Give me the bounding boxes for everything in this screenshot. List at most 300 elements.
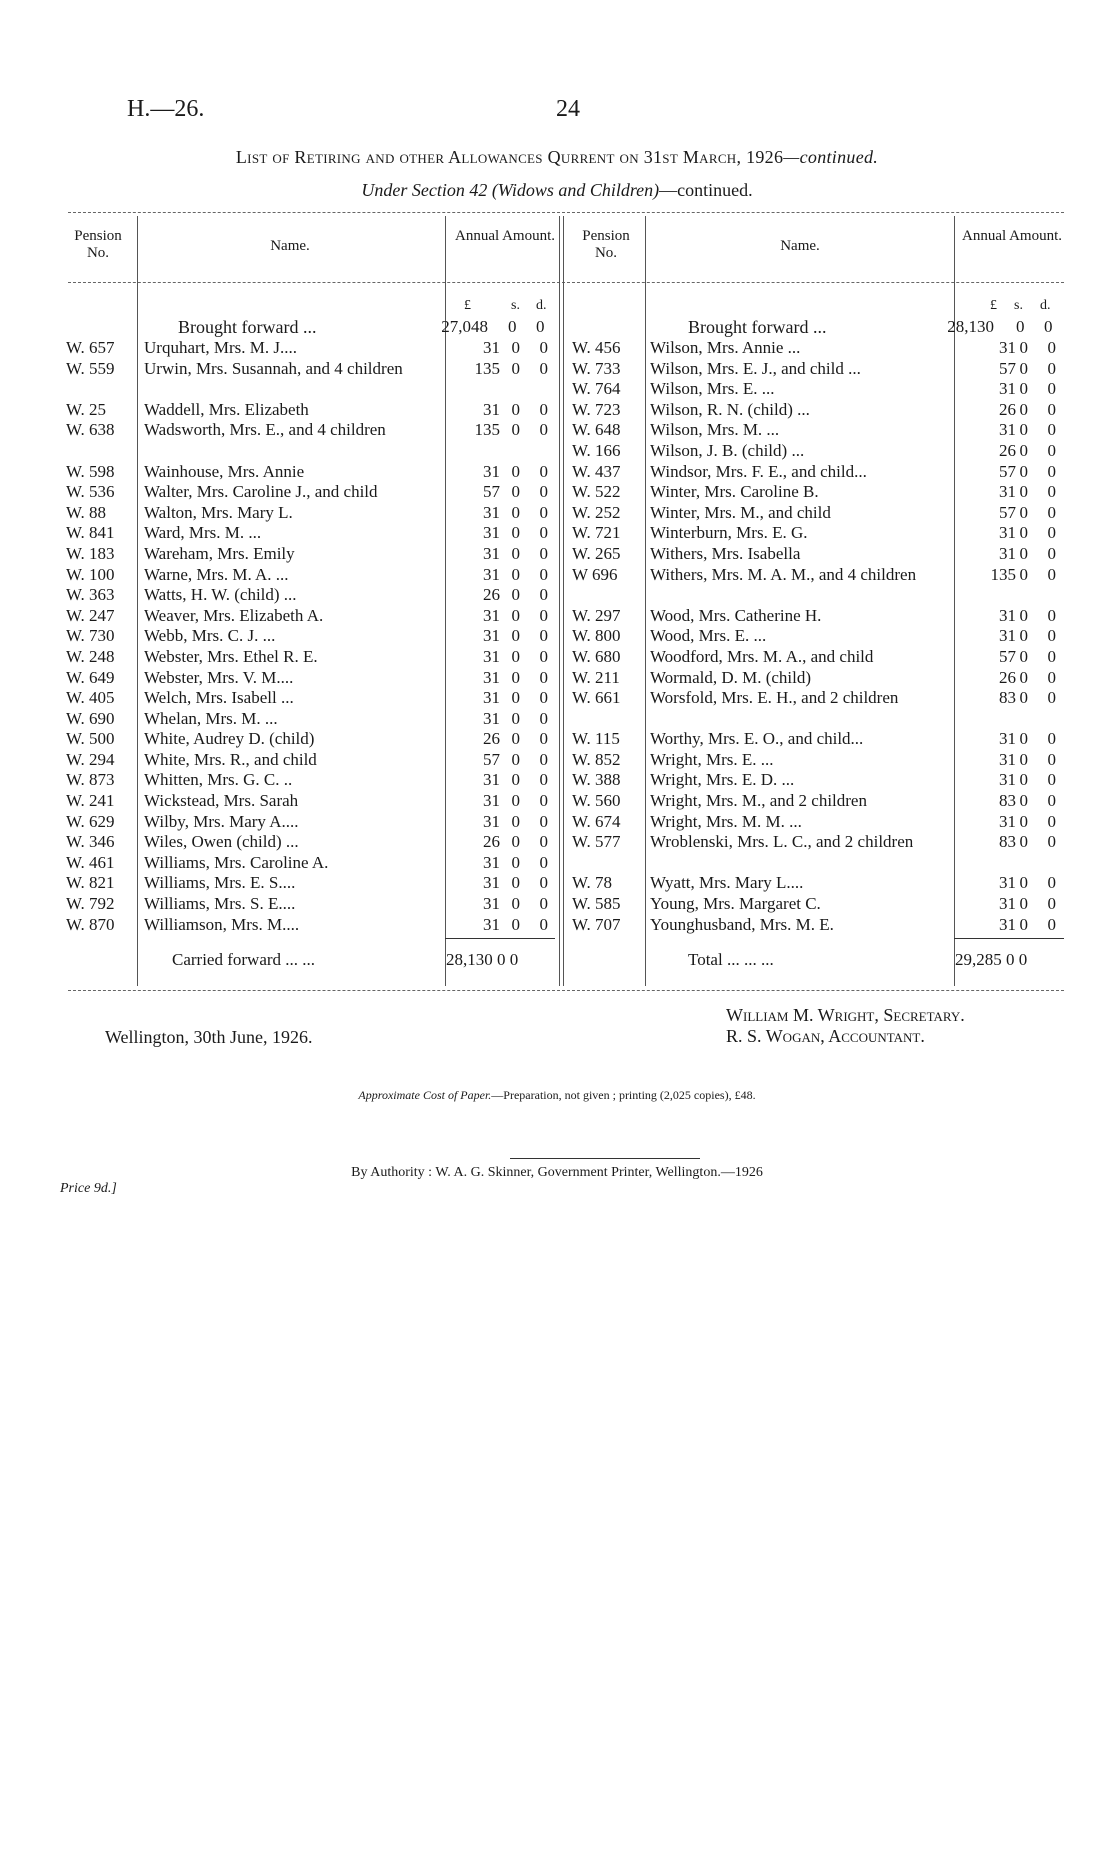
pension-number: W. 733 <box>572 358 621 378</box>
amount-shillings: 0 <box>511 688 520 708</box>
amount-pence: 0 <box>1047 399 1056 419</box>
amount-pounds: 83 <box>999 791 1016 811</box>
table-row <box>66 338 556 359</box>
pension-number: W. 500 <box>66 729 115 749</box>
pension-number: W. 247 <box>66 605 115 625</box>
amount-shillings: 0 <box>511 749 520 769</box>
amount-pounds: 26 <box>999 399 1016 419</box>
table-top-rule <box>68 212 1064 213</box>
pensioner-name: Whelan, Mrs. M. ... <box>144 708 278 728</box>
subtitle-continued: —continued. <box>659 180 753 200</box>
total-rule <box>954 938 1064 939</box>
amount-pence: 0 <box>539 502 548 522</box>
pensioner-name: Winter, Mrs. M., and child <box>650 502 831 522</box>
right-table-body <box>572 338 1062 935</box>
pensioner-name: Wilby, Mrs. Mary A.... <box>144 811 299 831</box>
amount-pence: 0 <box>539 543 548 563</box>
amount-shillings: 0 <box>511 770 520 790</box>
amount-pounds: 31 <box>483 852 500 872</box>
pensioner-name: Welch, Mrs. Isabell ... <box>144 688 294 708</box>
pension-number: W. 346 <box>66 832 115 852</box>
amount-pounds: 31 <box>483 873 500 893</box>
pension-number: W. 211 <box>572 667 620 687</box>
pension-number: W. 585 <box>572 894 621 914</box>
amount-pounds: 31 <box>483 646 500 666</box>
amount-pence: 0 <box>1047 667 1056 687</box>
amount-pence: 0 <box>539 914 548 934</box>
amount-shillings: 0 <box>511 873 520 893</box>
amount-shillings: 0 <box>1019 646 1028 666</box>
table-row <box>572 359 1062 380</box>
brought-forward-amount-left: 27,048 <box>441 317 488 336</box>
amount-pounds: 31 <box>483 399 500 419</box>
amount-shillings: 0 <box>511 338 520 357</box>
pensioner-name: Wood, Mrs. E. ... <box>650 626 767 646</box>
left-table-body <box>66 338 556 935</box>
header-bottom-rule <box>68 282 1064 283</box>
amount-pence: 0 <box>1047 811 1056 831</box>
amount-pounds: 135 <box>474 358 500 378</box>
pension-number: W. 638 <box>66 420 115 440</box>
footer-rule <box>510 1158 700 1159</box>
amount-pence: 0 <box>1047 338 1056 357</box>
amount-pounds: 26 <box>483 585 500 605</box>
pound-header-left: £ <box>464 298 471 313</box>
pensioner-name: Winterburn, Mrs. E. G. <box>650 523 808 543</box>
amount-shillings: 0 <box>511 461 520 481</box>
amount-pence: 0 <box>539 852 548 872</box>
pensioner-name: Webster, Mrs. Ethel R. E. <box>144 646 318 666</box>
amount-pounds: 57 <box>999 646 1016 666</box>
amount-pounds: 31 <box>999 811 1016 831</box>
amount-shillings: 0 <box>1019 543 1028 563</box>
table-row <box>572 812 1062 833</box>
pensioner-name: Wilson, R. N. (child) ... <box>650 399 810 419</box>
pension-number: W. 674 <box>572 811 621 831</box>
amount-shillings: 0 <box>1019 873 1028 893</box>
table-row <box>66 462 556 483</box>
amount-shillings: 0 <box>511 894 520 914</box>
pension-number: W. 629 <box>66 811 115 831</box>
amount-pence: 0 <box>1047 729 1056 749</box>
amount-pence: 0 <box>1047 523 1056 543</box>
table-row <box>572 729 1062 750</box>
amount-pounds: 31 <box>483 708 500 728</box>
amount-pounds: 31 <box>999 379 1016 399</box>
amount-pence: 0 <box>539 749 548 769</box>
amount-pounds: 31 <box>999 770 1016 790</box>
table-row <box>572 565 1062 606</box>
amount-pence: 0 <box>539 564 548 584</box>
amount-pounds: 31 <box>483 564 500 584</box>
table-row <box>66 544 556 565</box>
amount-shillings: 0 <box>1019 667 1028 687</box>
brought-forward-label-right: Brought forward ... <box>688 317 827 337</box>
total-label: Total ... ... ... <box>688 950 774 969</box>
pensioner-name: Wright, Mrs. E. D. ... <box>650 770 795 790</box>
table-row <box>572 915 1062 936</box>
amount-pounds: 31 <box>483 791 500 811</box>
amount-pence: 0 <box>539 338 548 357</box>
amount-pence: 0 <box>1047 461 1056 481</box>
amount-shillings: 0 <box>511 832 520 852</box>
amount-shillings: 0 <box>511 523 520 543</box>
pensioner-name: Urwin, Mrs. Susannah, and 4 children <box>144 358 403 378</box>
pensioner-name: Wright, Mrs. M. M. ... <box>650 811 802 831</box>
amount-pounds: 31 <box>483 523 500 543</box>
table-row <box>572 832 1062 873</box>
table-row <box>66 523 556 544</box>
secretary-signature <box>726 1005 965 1026</box>
pension-number: W. 852 <box>572 749 621 769</box>
pension-number: W. 297 <box>572 605 621 625</box>
amount-pounds: 31 <box>483 811 500 831</box>
pension-number: W. 265 <box>572 543 621 563</box>
total-amount: 29,285 0 0 <box>955 950 1028 969</box>
brought-forward-d-left: 0 <box>536 317 545 336</box>
amount-shillings: 0 <box>511 585 520 605</box>
amount-shillings: 0 <box>511 914 520 934</box>
table-row <box>66 503 556 524</box>
pension-number: W. 661 <box>572 688 621 708</box>
pension-number: W. 560 <box>572 791 621 811</box>
pension-number: W. 649 <box>66 667 115 687</box>
pension-number: W. 388 <box>572 770 621 790</box>
amount-pence: 0 <box>1047 646 1056 666</box>
amount-pounds: 135 <box>990 564 1016 584</box>
amount-pounds: 26 <box>999 440 1016 460</box>
subtitle-section: Under Section 42 (Widows and Children) <box>361 180 660 200</box>
table-row <box>572 379 1062 400</box>
pensioner-name: Wilson, Mrs. E. ... <box>650 379 775 399</box>
header-pension-no-left: Pension No. <box>74 228 122 261</box>
amount-pence: 0 <box>1047 605 1056 625</box>
amount-pence: 0 <box>539 770 548 790</box>
pension-number: W. 437 <box>572 461 621 481</box>
amount-pence: 0 <box>1047 482 1056 502</box>
table-row <box>572 503 1062 524</box>
table-row <box>66 647 556 668</box>
pension-number: W. 723 <box>572 399 621 419</box>
amount-pence: 0 <box>539 667 548 687</box>
amount-shillings: 0 <box>1019 482 1028 502</box>
accountant-text: R. S. Wogan, Accountant. <box>726 1026 925 1046</box>
accountant-signature <box>726 1026 925 1047</box>
pensioner-name: Williams, Mrs. Caroline A. <box>144 852 329 872</box>
amount-shillings: 0 <box>511 564 520 584</box>
amount-pence: 0 <box>1047 791 1056 811</box>
table-row <box>66 420 556 461</box>
amount-shillings: 0 <box>1019 894 1028 914</box>
table-row <box>66 832 556 853</box>
table-row <box>66 606 556 627</box>
table-row <box>66 894 556 915</box>
header-name-left: Name. <box>270 238 310 254</box>
amount-pence: 0 <box>539 523 548 543</box>
header-amount-right: Annual Amount. <box>962 228 1062 244</box>
amount-shillings: 0 <box>1019 811 1028 831</box>
amount-pounds: 31 <box>999 873 1016 893</box>
pension-number: W. 248 <box>66 646 115 666</box>
pension-number: W. 183 <box>66 543 115 563</box>
table-row <box>572 462 1062 483</box>
pensioner-name: Wiles, Owen (child) ... <box>144 832 299 852</box>
pension-number: W. 522 <box>572 482 621 502</box>
amount-shillings: 0 <box>1019 523 1028 543</box>
amount-pounds: 31 <box>999 729 1016 749</box>
title-main: List of Retiring and other Allowances Qurrent on 31st March, 1926 <box>235 147 784 167</box>
amount-pence: 0 <box>539 482 548 502</box>
amount-pence: 0 <box>539 420 548 440</box>
amount-pence: 0 <box>1047 914 1056 934</box>
amount-pence: 0 <box>1047 543 1056 563</box>
amount-pounds: 31 <box>483 914 500 934</box>
amount-shillings: 0 <box>1019 791 1028 811</box>
amount-pence: 0 <box>539 626 548 646</box>
pension-number: W. 841 <box>66 523 115 543</box>
table-row <box>572 606 1062 627</box>
pension-number: W. 800 <box>572 626 621 646</box>
table-row <box>572 338 1062 359</box>
table-row <box>572 647 1062 668</box>
amount-pence: 0 <box>1047 502 1056 522</box>
amount-pounds: 31 <box>483 605 500 625</box>
cost-text: —Preparation, not given ; printing (2,025 copies), £48. <box>491 1088 756 1102</box>
pension-number: W. 363 <box>66 585 115 605</box>
amount-pounds: 31 <box>483 626 500 646</box>
price: Price 9d.] <box>60 1181 117 1196</box>
amount-pence: 0 <box>539 461 548 481</box>
amount-pounds: 31 <box>999 626 1016 646</box>
amount-pence: 0 <box>1047 749 1056 769</box>
place-date: Wellington, 30th June, 1926. <box>105 1027 313 1047</box>
amount-pence: 0 <box>1047 420 1056 440</box>
pence-header-left: d. <box>536 298 547 313</box>
pension-number: W. 559 <box>66 358 115 378</box>
brought-forward-s-left: 0 <box>508 317 517 336</box>
pensioner-name: Walton, Mrs. Mary L. <box>144 502 293 522</box>
table-row <box>66 812 556 833</box>
table-row <box>66 791 556 812</box>
amount-pounds: 31 <box>483 461 500 481</box>
cost-of-paper <box>0 1088 1114 1103</box>
table-row <box>66 668 556 689</box>
amount-shillings: 0 <box>511 667 520 687</box>
table-row <box>572 873 1062 894</box>
table-row <box>572 441 1062 462</box>
amount-pounds: 31 <box>999 523 1016 543</box>
pensioner-name: Wright, Mrs. M., and 2 children <box>650 791 867 811</box>
pension-number: W. 721 <box>572 523 621 543</box>
table-row <box>66 482 556 503</box>
amount-shillings: 0 <box>1019 564 1028 584</box>
amount-shillings: 0 <box>1019 688 1028 708</box>
amount-pounds: 57 <box>999 502 1016 522</box>
header-name-right: Name. <box>780 238 820 254</box>
amount-pounds: 83 <box>999 688 1016 708</box>
brought-forward-d-right: 0 <box>1044 317 1053 336</box>
pensioner-name: Worthy, Mrs. E. O., and child... <box>650 729 864 749</box>
pensioner-name: Worsfold, Mrs. E. H., and 2 children <box>650 688 899 708</box>
amount-pounds: 31 <box>999 914 1016 934</box>
amount-shillings: 0 <box>511 626 520 646</box>
amount-pence: 0 <box>539 358 548 378</box>
table-row <box>66 400 556 421</box>
pensioner-name: Windsor, Mrs. F. E., and child... <box>650 461 867 481</box>
amount-pence: 0 <box>1047 873 1056 893</box>
pensioner-name: Williams, Mrs. S. E.... <box>144 894 296 914</box>
table-row <box>66 359 556 400</box>
amount-shillings: 0 <box>511 646 520 666</box>
pension-number: W. 598 <box>66 461 115 481</box>
pensioner-name: Wilson, J. B. (child) ... <box>650 440 805 460</box>
amount-pounds: 31 <box>999 605 1016 625</box>
table-row <box>572 688 1062 729</box>
amount-shillings: 0 <box>511 482 520 502</box>
amount-shillings: 0 <box>1019 914 1028 934</box>
amount-shillings: 0 <box>1019 729 1028 749</box>
amount-pence: 0 <box>1047 770 1056 790</box>
table-row <box>572 770 1062 791</box>
pension-number: W. 88 <box>66 502 106 522</box>
pension-number: W 696 <box>572 564 618 584</box>
amount-pence: 0 <box>539 894 548 914</box>
amount-pounds: 31 <box>999 338 1016 357</box>
table-bottom-rule <box>68 990 1064 991</box>
header-amount-left: Annual Amount. <box>455 228 555 244</box>
document-title <box>0 147 1114 168</box>
amount-pounds: 26 <box>483 832 500 852</box>
amount-pounds: 31 <box>999 749 1016 769</box>
carried-forward-amount: 28,130 0 0 <box>446 950 519 969</box>
amount-shillings: 0 <box>511 729 520 749</box>
pensioner-name: Weaver, Mrs. Elizabeth A. <box>144 605 324 625</box>
amount-pounds: 135 <box>474 420 500 440</box>
table-row <box>66 565 556 586</box>
pensioner-name: Wright, Mrs. E. ... <box>650 749 774 769</box>
table-row <box>572 544 1062 565</box>
amount-pence: 0 <box>539 605 548 625</box>
amount-pence: 0 <box>539 729 548 749</box>
amount-pence: 0 <box>1047 379 1056 399</box>
table-row <box>66 729 556 750</box>
amount-pence: 0 <box>1047 832 1056 852</box>
amount-pence: 0 <box>1047 626 1056 646</box>
table-row <box>66 626 556 647</box>
pension-number: W. 707 <box>572 914 621 934</box>
amount-pounds: 31 <box>483 770 500 790</box>
pensioner-name: Warne, Mrs. M. A. ... <box>144 564 289 584</box>
table-row <box>66 853 556 874</box>
amount-pence: 0 <box>1047 358 1056 378</box>
amount-pence: 0 <box>1047 564 1056 584</box>
amount-pounds: 26 <box>999 667 1016 687</box>
amount-shillings: 0 <box>1019 461 1028 481</box>
pension-number: W. 166 <box>572 440 621 460</box>
pensioner-name: Williamson, Mrs. M.... <box>144 914 300 934</box>
pension-number: W. 577 <box>572 832 621 852</box>
table-row <box>66 709 556 730</box>
pension-number: W. 461 <box>66 852 115 872</box>
amount-shillings: 0 <box>1019 626 1028 646</box>
amount-pounds: 31 <box>483 667 500 687</box>
amount-pounds: 31 <box>483 502 500 522</box>
pension-number: W. 100 <box>66 564 115 584</box>
amount-shillings: 0 <box>1019 379 1028 399</box>
page-number: 24 <box>556 96 580 122</box>
pensioner-name: Wainhouse, Mrs. Annie <box>144 461 305 481</box>
table-row <box>572 750 1062 771</box>
amount-shillings: 0 <box>511 358 520 378</box>
amount-shillings: 0 <box>1019 749 1028 769</box>
header-pension-no-right: Pension No. <box>582 228 630 261</box>
amount-pence: 0 <box>1047 688 1056 708</box>
pension-number: W. 657 <box>66 338 115 357</box>
pensioner-name: Woodford, Mrs. M. A., and child <box>650 646 874 666</box>
amount-pence: 0 <box>539 708 548 728</box>
pensioner-name: Williams, Mrs. E. S.... <box>144 873 296 893</box>
pension-number: W. 764 <box>572 379 621 399</box>
amount-shillings: 0 <box>511 852 520 872</box>
pensioner-name: Wickstead, Mrs. Sarah <box>144 791 299 811</box>
pension-number: W. 405 <box>66 688 115 708</box>
amount-pence: 0 <box>539 811 548 831</box>
pensioner-name: Watts, H. W. (child) ... <box>144 585 297 605</box>
pence-header-right: d. <box>1040 298 1051 313</box>
amount-shillings: 0 <box>1019 770 1028 790</box>
divider-center-1 <box>559 216 560 986</box>
document-subtitle <box>0 180 1114 201</box>
amount-pounds: 57 <box>483 749 500 769</box>
document-code: H.—26. <box>127 96 205 122</box>
amount-pounds: 31 <box>483 688 500 708</box>
amount-pounds: 31 <box>999 894 1016 914</box>
amount-shillings: 0 <box>511 791 520 811</box>
pension-number: W. 821 <box>66 873 115 893</box>
amount-shillings: 0 <box>511 399 520 419</box>
pensioner-name: Winter, Mrs. Caroline B. <box>650 482 819 502</box>
table-row <box>66 688 556 709</box>
amount-pounds: 31 <box>483 338 500 357</box>
amount-pence: 0 <box>539 791 548 811</box>
pensioner-name: Waddell, Mrs. Elizabeth <box>144 399 309 419</box>
table-row <box>66 770 556 791</box>
amount-shillings: 0 <box>1019 502 1028 522</box>
pension-number: W. 730 <box>66 626 115 646</box>
pensioner-name: Wormald, D. M. (child) <box>650 667 812 687</box>
brought-forward-s-right: 0 <box>1016 317 1025 336</box>
printer-authority: By Authority : W. A. G. Skinner, Government Printer, Wellington.—1926 <box>351 1165 763 1180</box>
pensioner-name: Wood, Mrs. Catherine H. <box>650 605 822 625</box>
amount-shillings: 0 <box>1019 358 1028 378</box>
pension-number: W. 792 <box>66 894 115 914</box>
pensioner-name: Webster, Mrs. V. M.... <box>144 667 294 687</box>
pension-number: W. 25 <box>66 399 106 419</box>
amount-shillings: 0 <box>511 811 520 831</box>
pension-number: W. 252 <box>572 502 621 522</box>
pound-header-right: £ <box>990 298 997 313</box>
amount-pounds: 31 <box>483 894 500 914</box>
amount-pounds: 57 <box>483 482 500 502</box>
pensioner-name: Younghusband, Mrs. M. E. <box>650 914 834 934</box>
amount-shillings: 0 <box>1019 420 1028 440</box>
table-row <box>66 873 556 894</box>
shilling-header-left: s. <box>511 298 520 313</box>
amount-shillings: 0 <box>511 420 520 440</box>
table-row <box>572 420 1062 441</box>
pensioner-name: Ward, Mrs. M. ... <box>144 523 262 543</box>
pensioner-name: Walter, Mrs. Caroline J., and child <box>144 482 378 502</box>
